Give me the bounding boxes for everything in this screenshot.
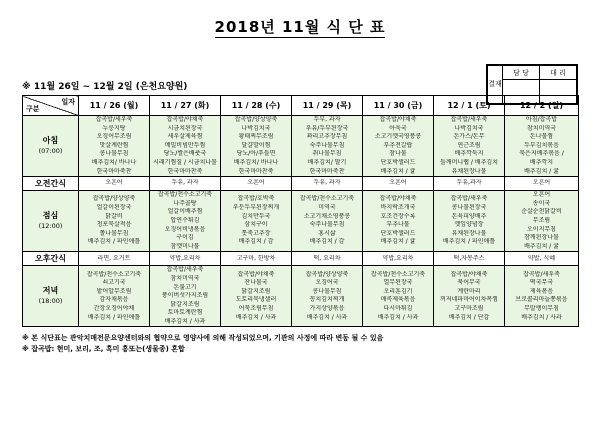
- row-label-title-2: 점심: [42, 211, 59, 221]
- approval-column-0: 담 당: [503, 66, 540, 80]
- day-header-4: 11 / 30 (금): [363, 96, 434, 116]
- menu-item: 나박김치국: [241, 124, 271, 132]
- page-title: [22, 16, 578, 37]
- menu-item: 잡곡밥/야채죽: [450, 270, 488, 278]
- menu-item: 북어무국: [457, 279, 481, 287]
- menu-item: 누룽지탕: [102, 124, 126, 132]
- menu-item: 오징어국: [315, 279, 339, 287]
- day-header-5: 12 / 1 (토): [434, 96, 505, 116]
- menu-cell-4-1: [150, 266, 221, 327]
- menu-item: 간장오징어야채: [93, 304, 135, 312]
- menu-item: 닭갈지조림: [241, 287, 271, 295]
- menu-cell-1-4: [363, 177, 434, 191]
- menu-row-2: [23, 191, 579, 252]
- menu-item: 배추김치 / 단감: [448, 313, 490, 321]
- row-label-title-1: 오전간식: [35, 179, 66, 189]
- menu-item: 약밥, 식혜: [528, 254, 555, 262]
- menu-item: 배추김치 / 사과: [306, 313, 348, 321]
- menu-item: 참나물: [389, 150, 407, 158]
- menu-item: 메밀비빔만두찜: [164, 141, 206, 149]
- menu-cell-2-5: [434, 191, 505, 252]
- menu-item: 오이지무침: [527, 225, 556, 233]
- menu-item: 오흔어: [532, 179, 551, 187]
- menu-item: 새우살제육찜: [167, 133, 203, 141]
- menu-item: 잡곡밥/야채죽: [166, 116, 204, 123]
- menu-row-0: [23, 116, 579, 177]
- menu-item: 오리훈김기: [383, 287, 413, 295]
- menu-cell-0-5: [434, 116, 505, 177]
- menu-item: 배추김치 / 귤: [380, 167, 416, 175]
- menu-item: 나박김치국: [454, 124, 484, 132]
- menu-item: 고구마조림: [454, 304, 484, 312]
- menu-cell-3-4: [363, 252, 434, 266]
- menu-item: 당노/아/푸들면: [236, 150, 276, 158]
- menu-item: 무말랭이무침: [524, 304, 559, 312]
- menu-item: 달걀말이찜: [241, 141, 271, 149]
- menu-item: 호조건장수록: [380, 212, 416, 220]
- menu-cell-2-3: [292, 191, 363, 252]
- approval-label: 결재: [488, 66, 503, 104]
- menu-item: 잡곡밥/새우죽: [523, 270, 560, 278]
- menu-item: 배추김치 / 파인애플: [87, 238, 141, 246]
- menu-item: 잡곡밥/양상양죽: [92, 195, 136, 203]
- menu-item: 오흔어: [532, 191, 551, 199]
- menu-item: 나주골탕: [173, 199, 197, 207]
- menu-cell-0-6: [505, 116, 579, 177]
- menu-item: 잡곡밥/천수소고기죽: [370, 270, 426, 278]
- row-label-time-2: (12:00): [38, 222, 63, 231]
- day-header-6: 12 / 2 (일): [505, 96, 579, 116]
- menu-item: 토마토계란찜: [167, 309, 203, 317]
- menu-item: 아욱국: [389, 124, 407, 132]
- menu-item: 무조림: [532, 216, 551, 224]
- menu-item: 약밥,요리차: [382, 254, 414, 262]
- menu-item: 들깨머니랩 / 배추김치: [439, 158, 498, 166]
- menu-item: 잡곡밥/천수소고기죽: [299, 195, 355, 203]
- menu-item: 한국마마찬죽: [167, 167, 203, 175]
- menu-cell-3-0: [79, 252, 150, 266]
- menu-item: 배추김치 / 사과: [235, 313, 277, 321]
- menu-item: 계란마리: [457, 287, 481, 295]
- menu-item: 잡곡밥/천수소고기죽: [157, 191, 213, 199]
- menu-item: 약밥,요리차: [169, 254, 201, 262]
- menu-item: 배추깍둑지: [454, 150, 484, 158]
- menu-cell-3-2: [221, 252, 292, 266]
- menu-item: 배추김치 / 감: [238, 238, 274, 246]
- menu-row-1: [23, 177, 579, 191]
- menu-cell-3-5: [434, 252, 505, 266]
- menu-cell-1-5: [434, 177, 505, 191]
- menu-cell-1-3: [292, 177, 363, 191]
- menu-item: 떡,자몽주스: [453, 254, 485, 262]
- menu-cell-2-2: [221, 191, 292, 252]
- menu-item: 단호박샐러드: [380, 229, 416, 237]
- menu-item: 맛살계란찜: [99, 141, 129, 149]
- menu-cell-0-0: [79, 116, 150, 177]
- menu-item: 오흔어: [105, 179, 123, 187]
- menu-item: 떡, 요리차: [313, 254, 341, 262]
- footnote-2: ※ 잡곡밥: 현미, 보리, 조, 흑미 흥또는(생물종) 혼합: [22, 345, 185, 354]
- menu-item: 도토리묵냉샐러: [235, 296, 277, 304]
- menu-item: 콩나물무침: [312, 287, 342, 295]
- menu-cell-1-0: [79, 177, 150, 191]
- day-header-3: 11 / 29 (목): [292, 96, 363, 116]
- menu-cell-1-1: [150, 177, 221, 191]
- menu-item: 잔나물국: [244, 279, 268, 287]
- menu-item: 한국마마찬죽: [238, 167, 274, 175]
- menu-item: 잡곡밥/새우죽: [450, 116, 488, 123]
- menu-item: 두부, 과자: [313, 116, 341, 123]
- menu-cell-4-2: [221, 266, 292, 327]
- menu-item: 돈가스/돈무: [453, 133, 485, 141]
- menu-item: 돈나물찜: [529, 133, 554, 141]
- menu-item: 바지락조개국: [380, 204, 416, 212]
- day-header-2: 11 / 28 (수): [221, 96, 292, 116]
- menu-item: 다시마튀김: [383, 304, 413, 312]
- menu-item: 배추깍지: [529, 158, 554, 166]
- day-header-1: 11 / 27 (화): [150, 96, 221, 116]
- menu-page: [0, 16, 600, 440]
- menu-cell-1-6: [505, 177, 579, 191]
- corner-header: [23, 96, 79, 116]
- menu-cell-2-1: [150, 191, 221, 252]
- menu-item: 잡곡밥/야채죽: [379, 116, 417, 123]
- menu-item: 얼갈이배추찜: [167, 208, 203, 216]
- row-label-time-4: (18:00): [38, 297, 63, 306]
- menu-item: 시금치된장국: [167, 124, 203, 132]
- menu-item: 한국마마죽찬: [96, 167, 132, 175]
- menu-item: 돈육피양배추: [451, 212, 487, 220]
- menu-item: 한국마마죽찬: [309, 167, 345, 175]
- menu-row-3: [23, 252, 579, 266]
- menu-item: 청포묵살적음: [96, 221, 132, 229]
- menu-item: 홍시삶: [318, 229, 336, 237]
- menu-item: 배추김치 / 감: [309, 238, 345, 246]
- menu-item: 두유,과자: [456, 179, 482, 187]
- menu-item: 우둔두부된장찌개: [232, 204, 280, 212]
- menu-item: 잡곡밥/새우죽: [95, 116, 133, 123]
- corner-date-label: 일자: [61, 98, 75, 106]
- menu-item: 소고기채소영풍콩: [303, 212, 351, 220]
- menu-item: 깻잎양념장: [454, 221, 484, 229]
- row-label-4: [23, 266, 79, 327]
- menu-item: 배추김치 / 사과: [521, 313, 562, 321]
- menu-item: 쫄나물무침: [99, 229, 129, 237]
- menu-item: 참깻미나물: [170, 242, 200, 250]
- menu-cell-4-0: [79, 266, 150, 327]
- menu-cell-0-3: [292, 116, 363, 177]
- menu-item: 꺼저네파마어이차복찜: [440, 296, 498, 304]
- menu-item: 브로콜리마늘쫑볶음: [515, 296, 568, 304]
- menu-item: 어묵조림무침: [238, 304, 274, 312]
- menu-item: 잡곡밥/양상양죽: [305, 270, 349, 278]
- menu-cell-3-3: [292, 252, 363, 266]
- menu-item: 톳죽고추장: [241, 229, 271, 237]
- menu-body: [23, 116, 579, 327]
- menu-cell-0-1: [150, 116, 221, 177]
- row-label-3: [23, 252, 79, 266]
- page-title-text: 2018년 11월 식 단 표: [214, 18, 386, 36]
- menu-cell-2-6: [505, 191, 579, 252]
- menu-item: 구이김: [176, 234, 194, 242]
- menu-item: 참깨된장나물: [524, 234, 559, 242]
- menu-item: 꽈리고추장무침: [306, 133, 348, 141]
- menu-cell-4-6: [505, 266, 579, 327]
- menu-item: 미역국: [318, 204, 336, 212]
- menu-item: 두유, 과자: [313, 179, 341, 187]
- menu-item: 압연수튀김: [170, 216, 200, 224]
- menu-item: 잡곡밥/양상양죽: [234, 116, 278, 123]
- menu-item: 숙주나물무침: [309, 221, 345, 229]
- menu-item: 오흔어: [389, 179, 407, 187]
- menu-item: 당노/쌀은배춧국: [163, 150, 207, 158]
- menu-item: 열무된장국: [383, 279, 413, 287]
- menu-item: 순살순천닭갈비: [521, 208, 562, 216]
- menu-cell-0-4: [363, 116, 434, 177]
- menu-item: 취나물무침: [312, 150, 342, 158]
- menu-item: 잡곡밥/새우죽: [166, 266, 204, 274]
- footnotes: [22, 333, 578, 355]
- menu-item: 라면, 요거트: [97, 254, 131, 262]
- menu-item: 아침/잡곡밥: [525, 116, 557, 123]
- menu-item: 연근조림: [457, 141, 481, 149]
- menu-cell-4-3: [292, 266, 363, 327]
- menu-item: 두유, 과자: [171, 179, 199, 187]
- approval-box: [486, 64, 578, 105]
- menu-item: 배추김치 / 사과: [377, 313, 419, 321]
- row-label-0: [23, 116, 79, 177]
- menu-item: 황태찌무조림: [238, 133, 274, 141]
- corner-type-label: 구분: [26, 105, 40, 113]
- menu-item: 닭갈비: [105, 212, 123, 220]
- menu-item: 고구마, 한방차: [236, 254, 276, 262]
- menu-item: 감자채볶음: [99, 296, 129, 304]
- menu-item: 유채된장나물: [451, 167, 487, 175]
- menu-item: 배추김치 / 파인애플: [442, 238, 496, 246]
- period-label: ※ 11월 26일 ~ 12월 2일 (은천요양원): [22, 82, 188, 92]
- menu-cell-2-0: [79, 191, 150, 252]
- footnote-1: ※ 본 식단표는 관악치매전문요양센터와의 협약으로 영양사에 의해 작성되었으며, 기관의 사정에 따라 변동 될 수 있음: [22, 334, 384, 343]
- menu-item: 배추김치/ 바나나: [91, 158, 137, 166]
- menu-item: 콩나물무침: [99, 150, 129, 158]
- menu-cell-4-4: [363, 266, 434, 327]
- menu-item: 매콕제육볶음: [380, 296, 416, 304]
- approval-column-1: 대 리: [540, 66, 577, 80]
- menu-item: 꽁치김치찌개: [309, 296, 345, 304]
- menu-item: 부추나물: [386, 221, 410, 229]
- menu-item: 단호박샐러드: [380, 158, 416, 166]
- row-label-title-3: 오후간식: [35, 254, 66, 264]
- menu-row-4: [23, 266, 579, 327]
- menu-item: 배추김치 / 귤: [524, 242, 559, 250]
- approval-sign-1[interactable]: [540, 80, 577, 104]
- menu-item: 배추김치/ 바나나: [233, 158, 279, 166]
- menu-item: 배추김치 / 귤: [524, 167, 559, 175]
- menu-cell-3-6: [505, 252, 579, 266]
- menu-cell-1-2: [221, 177, 292, 191]
- menu-item: 닭갈지조림: [170, 300, 200, 308]
- menu-cell-3-1: [150, 252, 221, 266]
- menu-item: 잡곡밥/야채죽: [379, 195, 417, 203]
- menu-item: 배추김치 / 귤: [380, 238, 416, 246]
- menu-item: 쇠고기국: [102, 279, 126, 287]
- row-label-2: [23, 191, 79, 252]
- menu-item: 얼갈이된장국: [96, 204, 132, 212]
- menu-item: 오징어비냉볶음: [164, 225, 206, 233]
- menu-cell-4-5: [434, 266, 505, 327]
- menu-item: 소고기깻국영풍콩: [374, 133, 422, 141]
- menu-item: 배추김치 / 파인애플: [87, 313, 141, 321]
- menu-item: 잡곡밥/새우죽: [450, 195, 488, 203]
- day-header-0: 11 / 26 (월): [79, 96, 150, 116]
- menu-item: 송이국: [532, 199, 551, 207]
- menu-item: 떡국무국: [529, 279, 554, 287]
- menu-item: 참치미역국: [527, 124, 556, 132]
- menu-item: 잡곡밥/야채죽: [237, 270, 275, 278]
- menu-item: 오흔어: [247, 179, 265, 187]
- menu-item: 밭어알무조림: [96, 287, 132, 295]
- menu-cell-0-2: [221, 116, 292, 177]
- menu-item: 부추전갈랍: [383, 141, 413, 149]
- menu-item: 콩나물된장국: [451, 204, 487, 212]
- menu-item: 삼치구이: [244, 221, 268, 229]
- menu-item: 잡곡밥/천수소고기죽: [86, 270, 142, 278]
- menu-item: 풍이버섯가지조림: [161, 292, 209, 300]
- menu-item: 두부김치볶음: [524, 141, 559, 149]
- row-label-time-0: (07:00): [38, 147, 63, 156]
- row-label-1: [23, 177, 79, 191]
- menu-item: 참치미역국: [170, 274, 200, 282]
- menu-item: 잡곡밥/호박죽: [237, 195, 275, 203]
- menu-item: 시래기찜질 / 시금치나물: [153, 158, 217, 166]
- menu-item: 숙주나물무침: [309, 141, 345, 149]
- menu-table: [22, 95, 579, 327]
- menu-item: 제육볶음: [529, 287, 554, 295]
- menu-item: 김치만두국: [241, 212, 271, 220]
- row-label-title-0: 아침: [42, 136, 59, 146]
- menu-item: 오징어무조림: [96, 133, 132, 141]
- menu-item: 돈불고기: [173, 283, 197, 291]
- approval-sign-0[interactable]: [503, 80, 540, 104]
- menu-item: 배추김치 / 사과: [164, 317, 206, 325]
- row-label-title-4: 저녁: [42, 286, 59, 296]
- menu-item: 묵은지배추볶음 /: [519, 150, 564, 158]
- menu-cell-2-4: [363, 191, 434, 252]
- menu-item: 배추김치/ 딸기: [307, 158, 347, 166]
- menu-item: 가지상양볶음: [309, 304, 345, 312]
- menu-item: 유채된장나물: [451, 229, 487, 237]
- menu-item: 우유/두부된장국: [305, 124, 349, 132]
